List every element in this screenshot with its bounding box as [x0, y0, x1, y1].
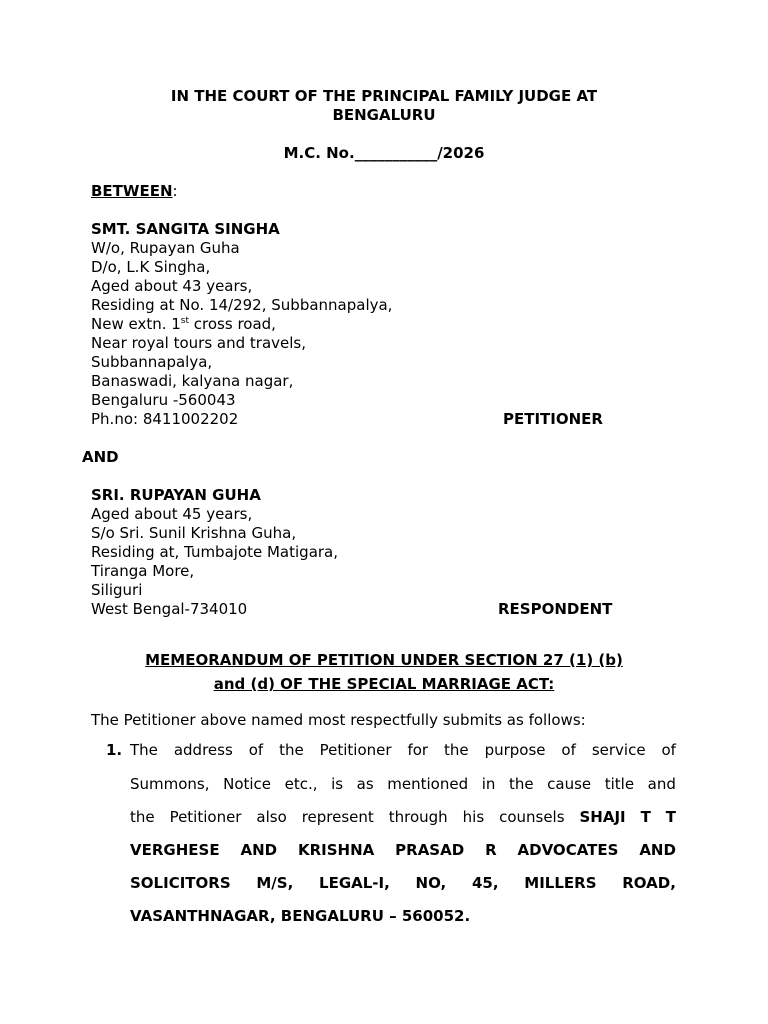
para-word: Summons,	[130, 775, 210, 793]
para-word: KRISHNA	[297, 841, 375, 859]
para-1-line	[130, 775, 676, 794]
para-word: MILLERS	[524, 874, 597, 892]
para-word: Notice	[223, 775, 272, 793]
and-separator: AND	[82, 448, 119, 466]
para-word: AND	[639, 841, 676, 859]
para-word: represent	[301, 808, 374, 826]
para-word: title	[604, 775, 635, 793]
extn-superscript: st	[180, 316, 190, 326]
para-word: and	[647, 775, 676, 793]
para-word: of	[561, 741, 576, 759]
intro-paragraph: The Petitioner above named most respectfully submits as follows:	[91, 711, 586, 729]
respondent-address-line: Siliguri	[91, 581, 143, 599]
petitioner-address-line: Near royal tours and travels,	[91, 334, 306, 352]
para-word: service	[591, 741, 646, 759]
para-word-bold: T	[640, 808, 651, 826]
petitioner-address-line: Bengaluru -560043	[91, 391, 236, 409]
petitioner-address-line	[91, 315, 276, 334]
respondent-address-line: Tiranga More,	[91, 562, 195, 580]
para-1-line	[130, 808, 676, 827]
extn-text-rest: cross road,	[189, 315, 276, 333]
para-1-last-line: VASANTHNAGAR, BENGALURU – 560052.	[130, 907, 471, 925]
petitioner-address-line: W/o, Rupayan Guha	[91, 239, 240, 257]
petitioner-address-line: Subbannapalya,	[91, 353, 213, 371]
para-word: address	[173, 741, 233, 759]
para-word: of	[661, 741, 676, 759]
petitioner-name: SMT. SANGITA SINGHA	[91, 220, 280, 238]
petitioner-role: PETITIONER	[503, 410, 603, 428]
para-word: Petitioner	[169, 808, 242, 826]
respondent-address-line: West Bengal-734010	[91, 600, 248, 618]
para-word: cause	[547, 775, 592, 793]
para-word: ROAD,	[622, 874, 676, 892]
para-word: Petitioner	[319, 741, 392, 759]
memo-title-line-1: MEMEORANDUM OF PETITION UNDER SECTION 27 (1) (b)	[145, 651, 623, 669]
para-word: SOLICITORS	[130, 874, 231, 892]
para-word: for	[407, 741, 429, 759]
petitioner-address-line: D/o, L.K Singha,	[91, 258, 211, 276]
para-word: as	[356, 775, 374, 793]
para-word: through	[388, 808, 448, 826]
para-word: counsels	[499, 808, 565, 826]
para-word: purpose	[484, 741, 546, 759]
para-word: the	[279, 741, 304, 759]
para-1-line	[130, 841, 676, 860]
between-colon: :	[172, 182, 178, 200]
between-label: BETWEEN	[91, 182, 173, 200]
para-word: the	[444, 741, 469, 759]
para-word: the	[508, 775, 534, 793]
para-word: AND	[240, 841, 278, 859]
petitioner-address-line: Banaswadi, kalyana nagar,	[91, 372, 294, 390]
petitioner-address-line: Aged about 43 years,	[91, 277, 253, 295]
para-word: also	[256, 808, 287, 826]
para-word: the	[130, 808, 155, 826]
case-number	[0, 144, 768, 163]
between-heading	[91, 182, 178, 201]
petitioner-phone: Ph.no: 8411002202	[91, 410, 239, 428]
respondent-role: RESPONDENT	[498, 600, 613, 618]
case-number-blank: ___________	[354, 144, 438, 162]
para-word: of	[248, 741, 264, 759]
para-word: LEGAL-I,	[319, 874, 390, 892]
para-word: M/S,	[256, 874, 294, 892]
para-word: his	[462, 808, 485, 826]
para-word: R	[485, 841, 497, 859]
para-1-line	[130, 874, 676, 893]
respondent-address-line: Residing at, Tumbajote Matigara,	[91, 543, 339, 561]
para-1-number: 1.	[106, 741, 123, 759]
respondent-name: SRI. RUPAYAN GUHA	[91, 486, 261, 504]
para-word: is	[331, 775, 344, 793]
para-1-line	[130, 741, 676, 760]
para-word: The	[130, 741, 158, 759]
para-word: 45,	[471, 874, 499, 892]
para-word: etc.,	[284, 775, 318, 793]
extn-text: New extn. 1	[91, 315, 181, 333]
para-word: NO,	[415, 874, 447, 892]
para-word: VERGHESE	[130, 841, 220, 859]
para-word: PRASAD	[395, 841, 465, 859]
para-word: in	[481, 775, 496, 793]
petitioner-address-line: Residing at No. 14/292, Subbannapalya,	[91, 296, 393, 314]
para-word-bold: T	[665, 808, 676, 826]
respondent-address-line: Aged about 45 years,	[91, 505, 253, 523]
para-word: mentioned	[387, 775, 469, 793]
court-heading-line-1: IN THE COURT OF THE PRINCIPAL FAMILY JUDGE AT	[170, 87, 598, 105]
memo-title-line-2: and (d) OF THE SPECIAL MARRIAGE ACT:	[213, 675, 555, 693]
case-number-year: /2026	[437, 144, 485, 162]
para-word: ADVOCATES	[517, 841, 619, 859]
para-word-bold: SHAJI	[579, 808, 626, 826]
respondent-address-line: S/o Sri. Sunil Krishna Guha,	[91, 524, 297, 542]
court-heading-line-2: BENGALURU	[332, 106, 436, 124]
case-number-prefix: M.C. No.	[283, 144, 355, 162]
